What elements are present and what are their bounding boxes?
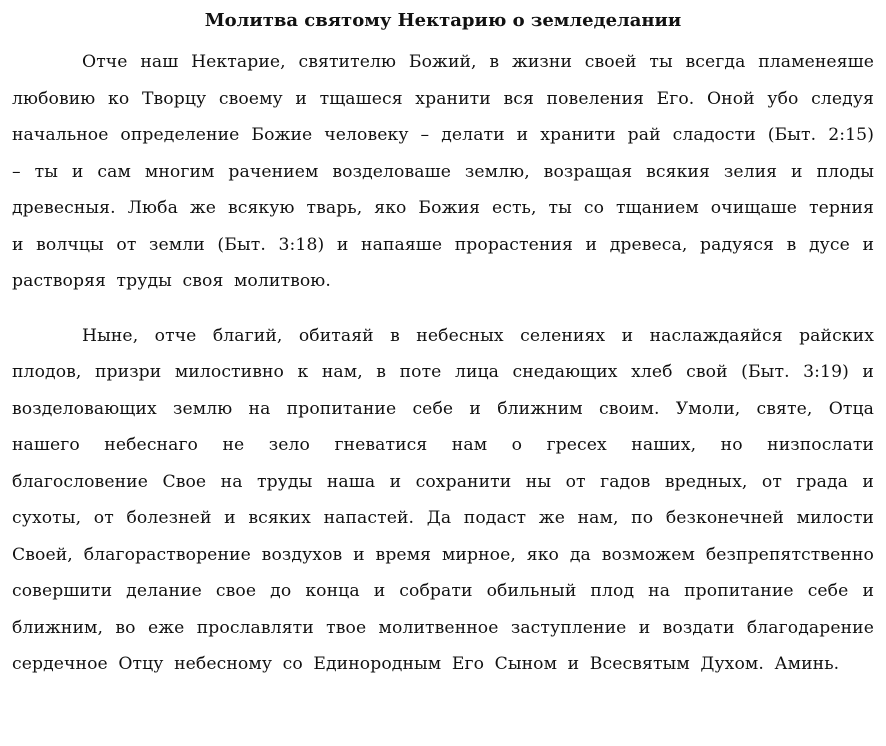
prayer-paragraph-2: Ныне, отче благий, обитаяй в небесных селениях и наслаждаяйся райских плодов, призри милостивно к нам, в поте лица снедающих хлеб свой (Быт. 3:19) и возделовающих землю на пропитание себе и ближним своим. Умоли, святе, Отца нашего небеснаго не зело гневатися нам о гресех наших, но низпослати благословение Свое на труды наша и сохранити ны от гадов вредных, от града и сухоты, от болезней и всяких напастей. Да подаст же нам, по безконечней милости Своей, благорастворение воздухов и время мирное, яко да возможем безпрепятственно совершити делание свое до конца и собрати обильный плод на пропитание себе и ближним, во еже прославляти твое молитвенное заступление и воздати благодарение сердечное Отцу небесному со Единородным Его Сыном и Всесвятым Духом. Аминь. (12, 325, 874, 674)
prayer-paragraph-1: Отче наш Нектарие, святителю Божий, в жизни своей ты всегда пламенеяше любовию ко Творцу своему и тщашеся хранити вся повеления Его. Оной убо следуя начальное определение Божие человеку – делати и хранити рай сладости (Быт. 2:15) – ты и сам многим рачением возделоваше землю, возращая всякия зелия и плоды древесныя. Люба же всякую тварь, яко Божия есть, ты со тщанием очищаше терния и волчцы от земли (Быт. 3:18) и напаяше прорастения и древеса, радуяся в дусе и растворяя труды своя молитвою. (12, 52, 874, 291)
prayer-title: Молитва святому Нектарию о земледелании (204, 10, 682, 31)
